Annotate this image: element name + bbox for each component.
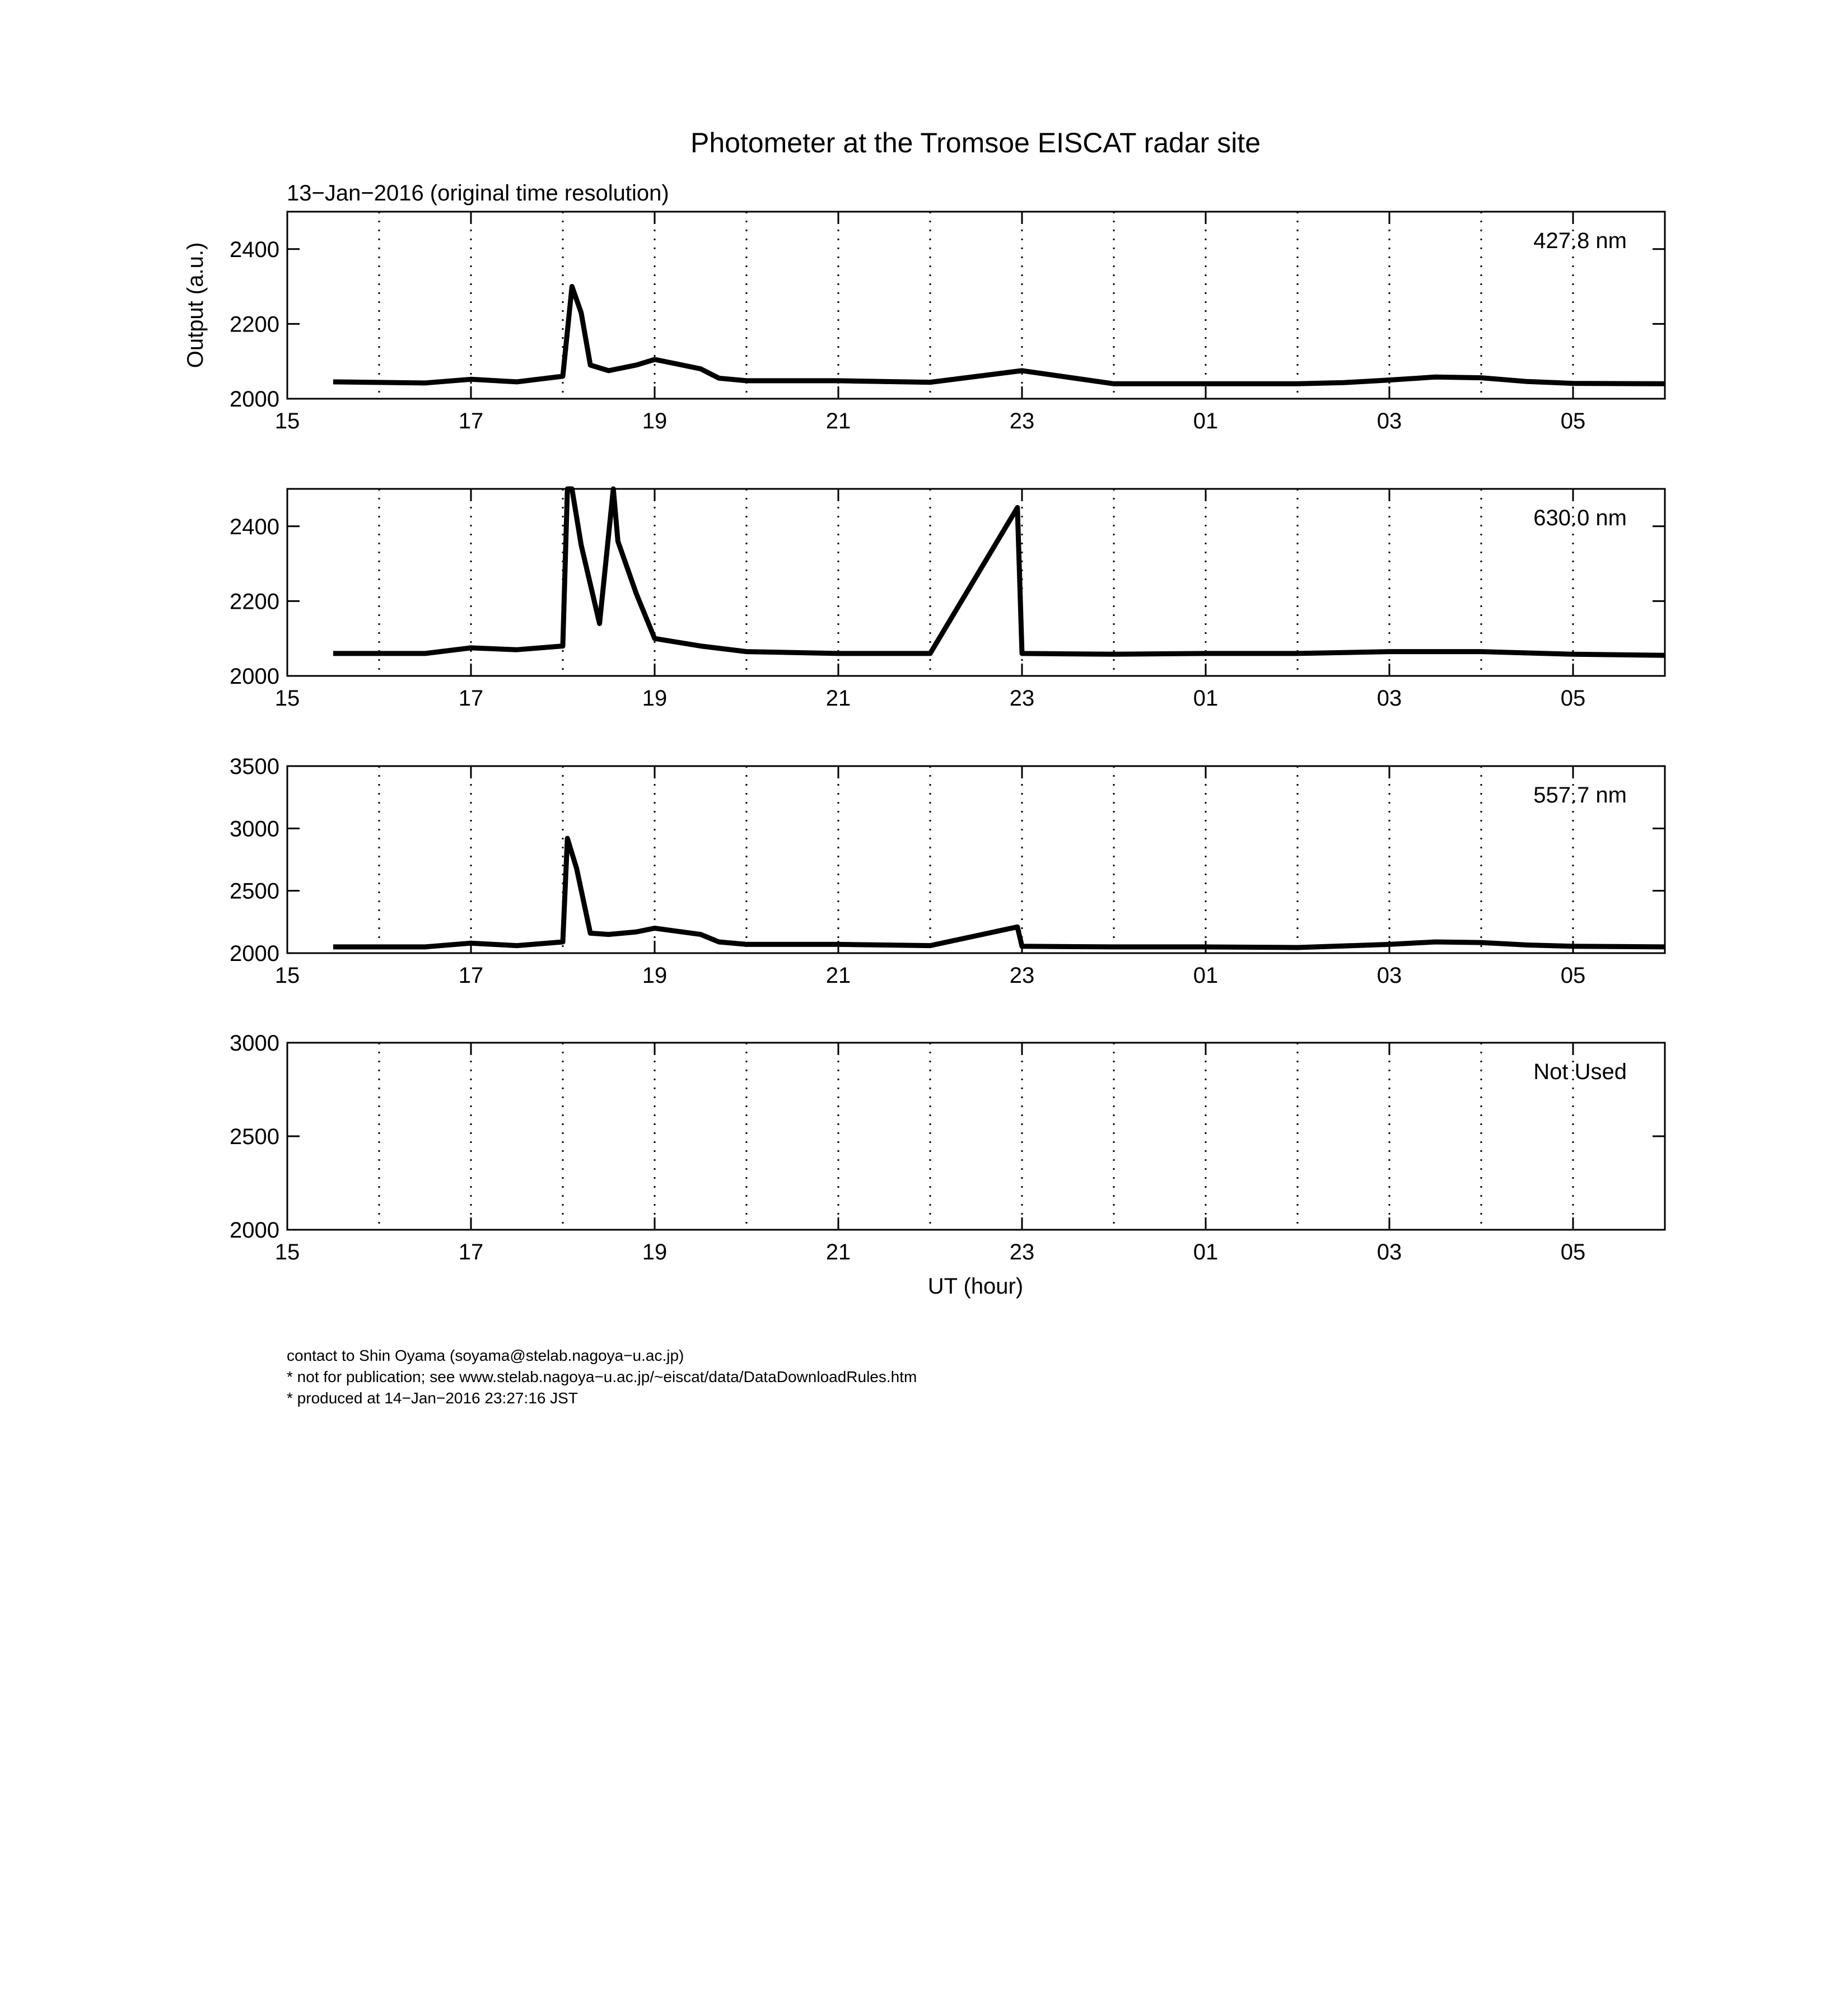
- y-tick-label: 3500: [230, 754, 279, 779]
- y-tick-label: 2500: [230, 1124, 279, 1149]
- x-tick-label: 17: [458, 963, 484, 988]
- x-tick-label: 01: [1193, 686, 1219, 711]
- panel-label: 427.8 nm: [1533, 228, 1627, 253]
- x-tick-label: 21: [825, 963, 851, 988]
- x-tick-label: 05: [1560, 1240, 1586, 1264]
- x-tick-label: 19: [642, 409, 668, 433]
- figure-subtitle: 13−Jan−2016 (original time resolution): [287, 181, 669, 206]
- y-tick-label: 2000: [230, 664, 279, 689]
- x-tick-label: 19: [642, 686, 668, 711]
- y-tick-label: 2500: [230, 879, 279, 904]
- panel-label: 630.0 nm: [1533, 506, 1627, 530]
- x-tick-label: 15: [274, 1240, 300, 1264]
- x-tick-label: 03: [1376, 409, 1402, 433]
- x-tick-label: 15: [274, 963, 300, 988]
- y-axis-label: Output (a.u.): [183, 242, 208, 368]
- x-tick-label: 01: [1193, 1240, 1219, 1264]
- x-tick-label: 23: [1009, 409, 1035, 433]
- footer-contact: contact to Shin Oyama (soyama@stelab.nagoya−u.ac.jp): [287, 1347, 684, 1364]
- x-tick-label: 01: [1193, 963, 1219, 988]
- x-tick-label: 23: [1009, 1240, 1035, 1264]
- x-tick-label: 23: [1009, 686, 1035, 711]
- x-tick-label: 21: [825, 409, 851, 433]
- axes-frame: [287, 212, 1665, 399]
- x-axis-label: UT (hour): [927, 1274, 1024, 1299]
- x-tick-label: 15: [274, 409, 300, 433]
- x-tick-label: 05: [1560, 963, 1586, 988]
- y-tick-label: 2200: [230, 312, 279, 337]
- footer-produced-at: * produced at 14−Jan−2016 23:27:16 JST: [287, 1389, 578, 1407]
- axes-frame: [287, 766, 1665, 953]
- footer-publication-note: * not for publication; see www.stelab.nagoya−u.ac.jp/~eiscat/data/DataDownloadRules.htm: [287, 1368, 917, 1385]
- panel-0: [230, 212, 1665, 433]
- y-tick-label: 2400: [230, 514, 279, 539]
- x-tick-label: 03: [1376, 686, 1402, 711]
- panel-2: [230, 754, 1665, 988]
- series-line: [333, 489, 1665, 655]
- x-tick-label: 03: [1376, 1240, 1402, 1264]
- x-tick-label: 17: [458, 409, 484, 433]
- y-tick-label: 2000: [230, 941, 279, 966]
- x-tick-label: 17: [458, 1240, 484, 1264]
- y-tick-label: 2000: [230, 387, 279, 412]
- x-tick-label: 21: [825, 686, 851, 711]
- axes-frame: [287, 1043, 1665, 1230]
- x-tick-label: 23: [1009, 963, 1035, 988]
- panel-label: 557.7 nm: [1533, 783, 1627, 808]
- panel-label: Not Used: [1533, 1060, 1627, 1084]
- x-tick-label: 05: [1560, 686, 1586, 711]
- series-line: [333, 838, 1665, 948]
- panel-3: [230, 1031, 1665, 1264]
- x-tick-label: 05: [1560, 409, 1586, 433]
- figure-title: Photometer at the Tromsoe EISCAT radar site: [690, 127, 1261, 158]
- y-tick-label: 3000: [230, 1031, 279, 1056]
- y-tick-label: 2400: [230, 237, 279, 262]
- x-tick-label: 01: [1193, 409, 1219, 433]
- y-tick-label: 2000: [230, 1218, 279, 1243]
- y-tick-label: 3000: [230, 816, 279, 842]
- x-tick-label: 21: [825, 1240, 851, 1264]
- x-tick-label: 19: [642, 963, 668, 988]
- x-tick-label: 15: [274, 686, 300, 711]
- x-tick-label: 17: [458, 686, 484, 711]
- x-tick-label: 19: [642, 1240, 668, 1264]
- x-tick-label: 03: [1376, 963, 1402, 988]
- y-tick-label: 2200: [230, 589, 279, 614]
- panels: [230, 212, 1665, 1264]
- panel-1: [230, 489, 1665, 711]
- series-line: [333, 287, 1665, 384]
